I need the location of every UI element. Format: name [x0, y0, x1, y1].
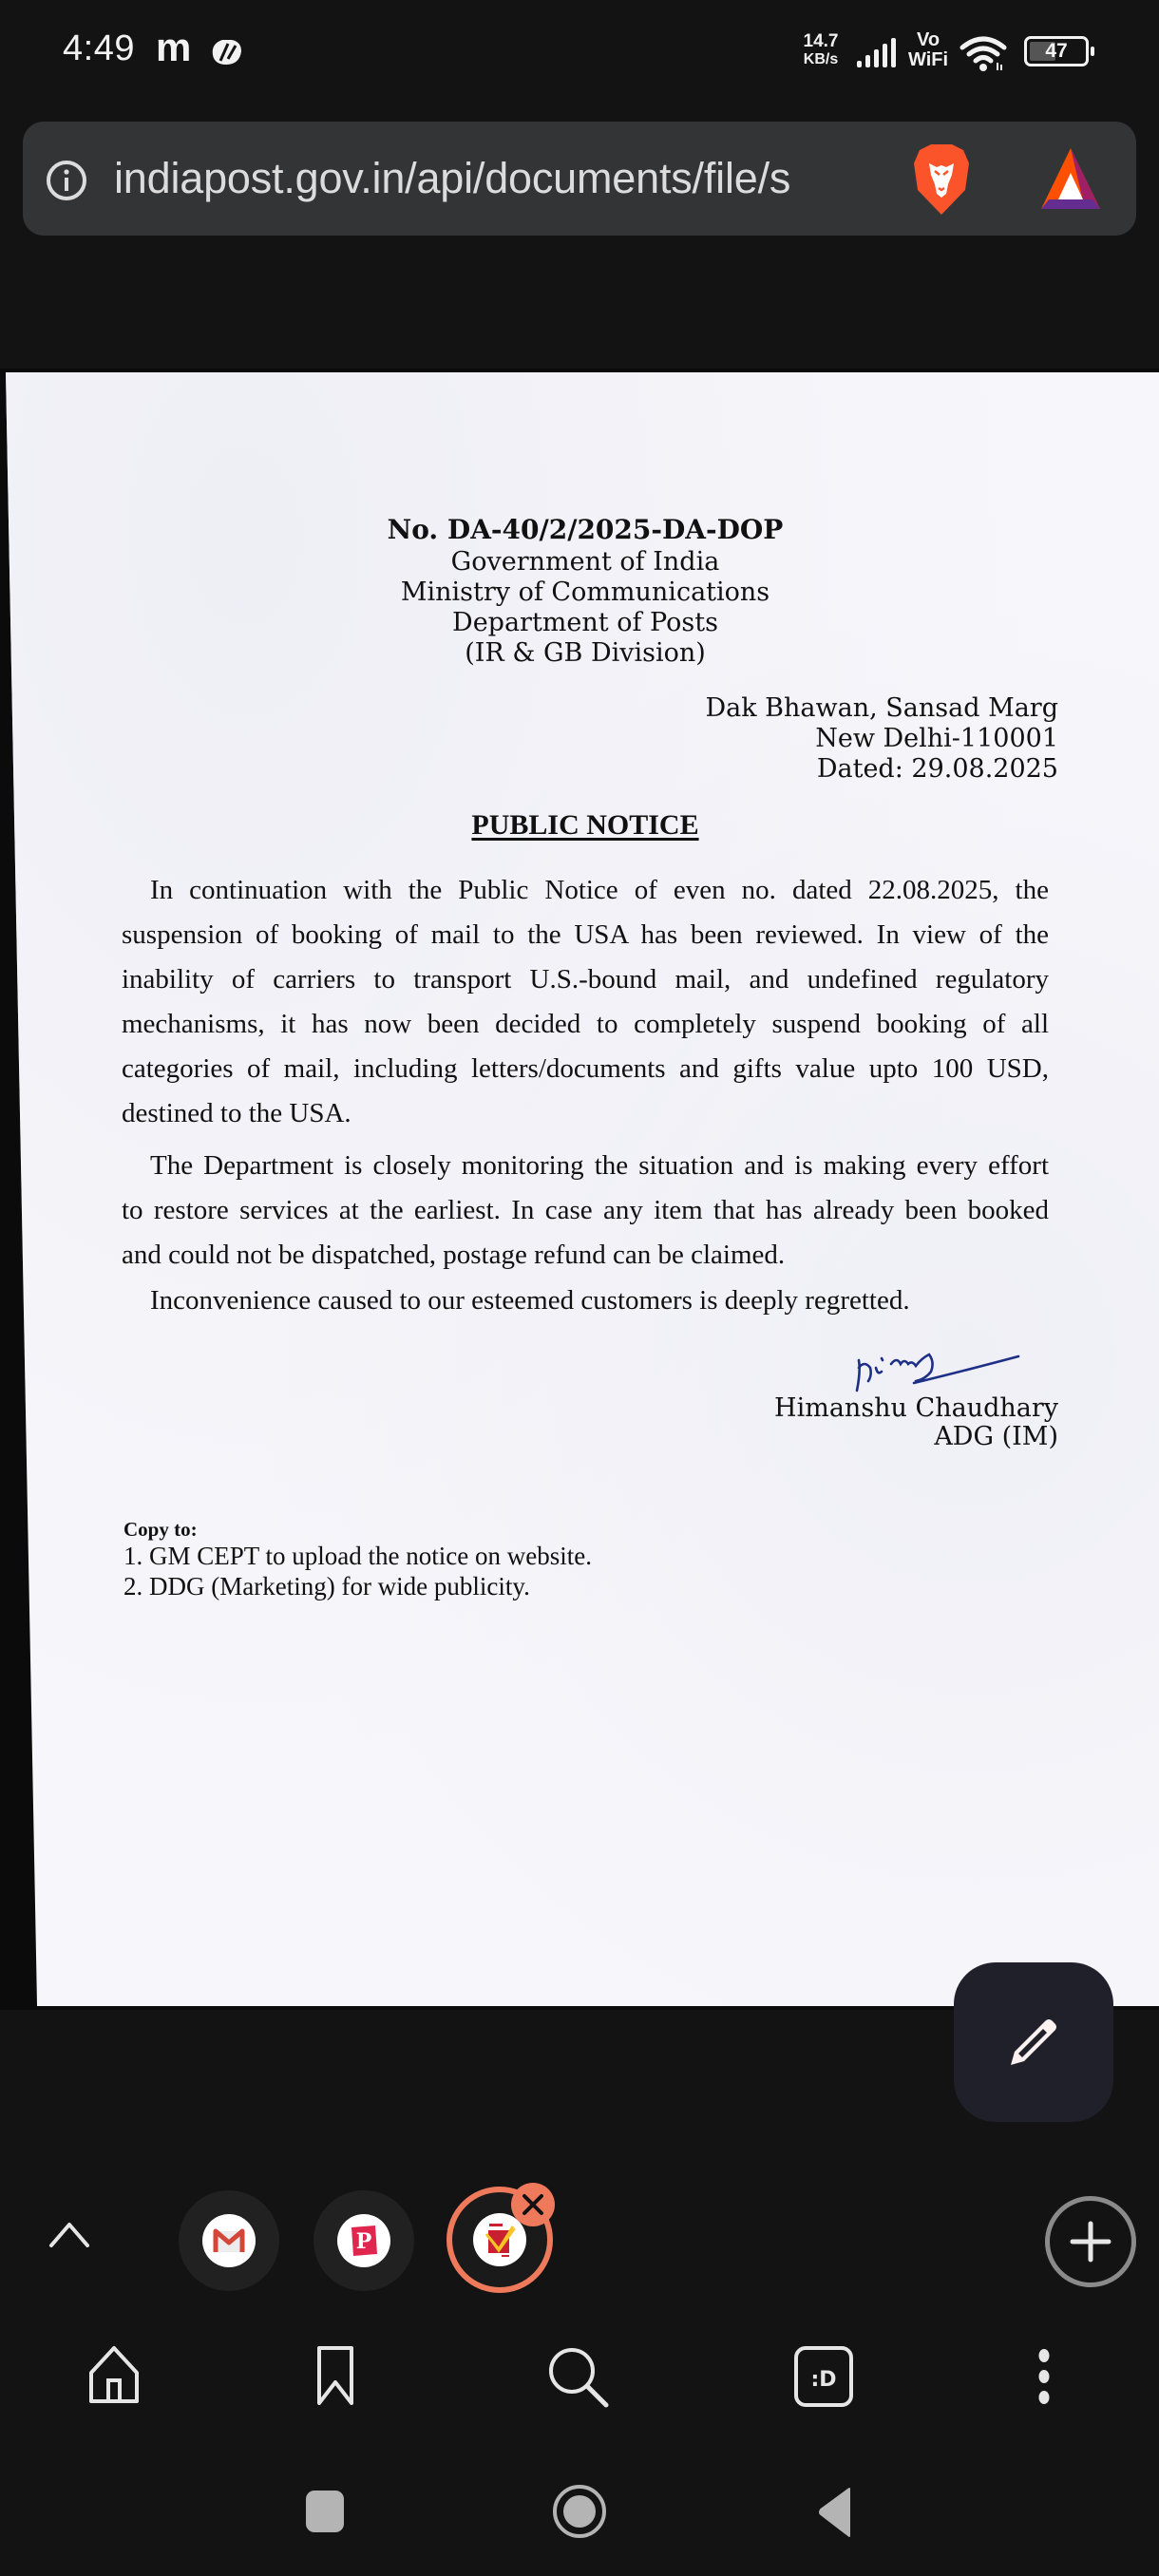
- signature: [849, 1339, 1030, 1396]
- text-line: In continuation with the Public Notice of even no. dated 22.08.2025, the: [150, 875, 1049, 905]
- bookmarks-button[interactable]: [302, 2344, 369, 2411]
- url-text[interactable]: indiapost.gov.in/api/documents/file/s: [114, 154, 791, 202]
- svg-text:P: P: [355, 2229, 372, 2254]
- back-button[interactable]: [809, 2483, 866, 2540]
- search-button[interactable]: [545, 2344, 612, 2411]
- signal-icon: [855, 38, 899, 68]
- header-line: (IR & GB Division): [465, 638, 706, 668]
- recents-button[interactable]: [298, 2483, 355, 2540]
- reference-number: No. DA-40/2/2025-DA-DOP: [387, 514, 784, 545]
- close-tab-button[interactable]: [511, 2183, 555, 2226]
- copy-to-label: Copy to:: [124, 1518, 198, 1541]
- text-line: destined to the USA.: [122, 1098, 352, 1128]
- status-bar: [0, 0, 1159, 106]
- browser-toolbar: [0, 2327, 1159, 2422]
- brave-rewards-icon[interactable]: [1037, 146, 1104, 213]
- plus-icon: [1069, 2220, 1112, 2263]
- text-line: Inconvenience caused to our esteemed customers is deeply regretted.: [150, 1285, 910, 1316]
- network-speed-unit: KB/s: [803, 51, 839, 67]
- bookmark-icon: [302, 2344, 369, 2411]
- text-line: inability of carriers to transport U.S.-bound mail, and undefined regulatory: [122, 964, 1049, 994]
- p-app-icon: [337, 2214, 390, 2267]
- info-icon[interactable]: [46, 160, 87, 201]
- header-line: Ministry of Communications: [400, 578, 770, 607]
- document-page: [6, 372, 1159, 2006]
- close-icon: [522, 2193, 544, 2216]
- tabs-button[interactable]: [790, 2344, 857, 2411]
- copy-to-item: 2. DDG (Marketing) for wide publicity.: [124, 1572, 530, 1601]
- menu-button[interactable]: [1011, 2344, 1077, 2411]
- home-nav-button[interactable]: [551, 2483, 608, 2540]
- chevron-up-icon[interactable]: [48, 2219, 91, 2249]
- tab-gmail[interactable]: [179, 2190, 279, 2291]
- text-line: and could not be dispatched, postage refund can be claimed.: [122, 1240, 786, 1270]
- text-line: suspension of booking of mail to the USA has been reviewed. In view of the: [122, 919, 1049, 950]
- paragraph-1: [122, 868, 1049, 1136]
- notification-m-icon: m: [156, 25, 192, 69]
- header-line: Department of Posts: [452, 608, 718, 637]
- vowifi-indicator: [908, 30, 948, 70]
- system-navigation-bar: [0, 2460, 1159, 2565]
- header-line: Government of India: [450, 547, 720, 577]
- pdf-viewer[interactable]: [0, 369, 1159, 2010]
- vowifi-bottom: WiFi: [908, 49, 949, 70]
- paragraph-3: [122, 1279, 1049, 1323]
- home-button[interactable]: [82, 2344, 148, 2411]
- network-speed-value: 14.7: [803, 31, 839, 51]
- text-line: to restore services at the earliest. In case any item that has already been booked: [122, 1195, 1049, 1225]
- text-line: The Department is closely monitoring the situation and is making every effort: [150, 1150, 1049, 1181]
- gmail-icon: [202, 2214, 256, 2267]
- network-speed: [800, 32, 842, 68]
- edit-button[interactable]: [954, 1962, 1113, 2122]
- status-time: 4:49: [63, 28, 135, 68]
- signer-name: Himanshu Chaudhary: [774, 1393, 1058, 1423]
- address-line: New Delhi-110001: [815, 724, 1058, 753]
- home-icon: [82, 2344, 148, 2411]
- new-tab-button[interactable]: [1045, 2196, 1136, 2287]
- notice-title: PUBLIC NOTICE: [471, 809, 699, 841]
- paragraph-2: [122, 1144, 1049, 1278]
- tabs-icon: [790, 2344, 857, 2411]
- search-icon: [545, 2344, 612, 2411]
- signer-designation: ADG (IM): [934, 1422, 1058, 1451]
- text-line: mechanisms, it has now been decided to completely suspend booking of all: [122, 1009, 1049, 1039]
- document-content: [6, 372, 1159, 2006]
- brave-shields-icon[interactable]: [910, 142, 973, 217]
- more-vertical-icon: [1011, 2344, 1077, 2411]
- address-line: Dak Bhawan, Sansad Marg: [705, 693, 1058, 723]
- vowifi-top: Vo: [916, 29, 940, 50]
- date-line: Dated: 29.08.2025: [816, 754, 1058, 784]
- battery-icon: [1024, 36, 1089, 66]
- url-bar[interactable]: [23, 122, 1136, 236]
- tab-p-app[interactable]: [314, 2190, 414, 2291]
- battery-percent: 47: [1045, 40, 1068, 62]
- tab-strip: [0, 2175, 1159, 2299]
- notification-app-icon: [209, 36, 245, 68]
- tabs-badge: :D: [810, 2368, 837, 2392]
- wifi-icon: [960, 34, 1007, 72]
- text-line: categories of mail, including letters/documents and gifts value upto 100 USD,: [122, 1053, 1049, 1084]
- copy-to-item: 1. GM CEPT to upload the notice on website.: [124, 1542, 592, 1570]
- pencil-icon: [1005, 2014, 1062, 2071]
